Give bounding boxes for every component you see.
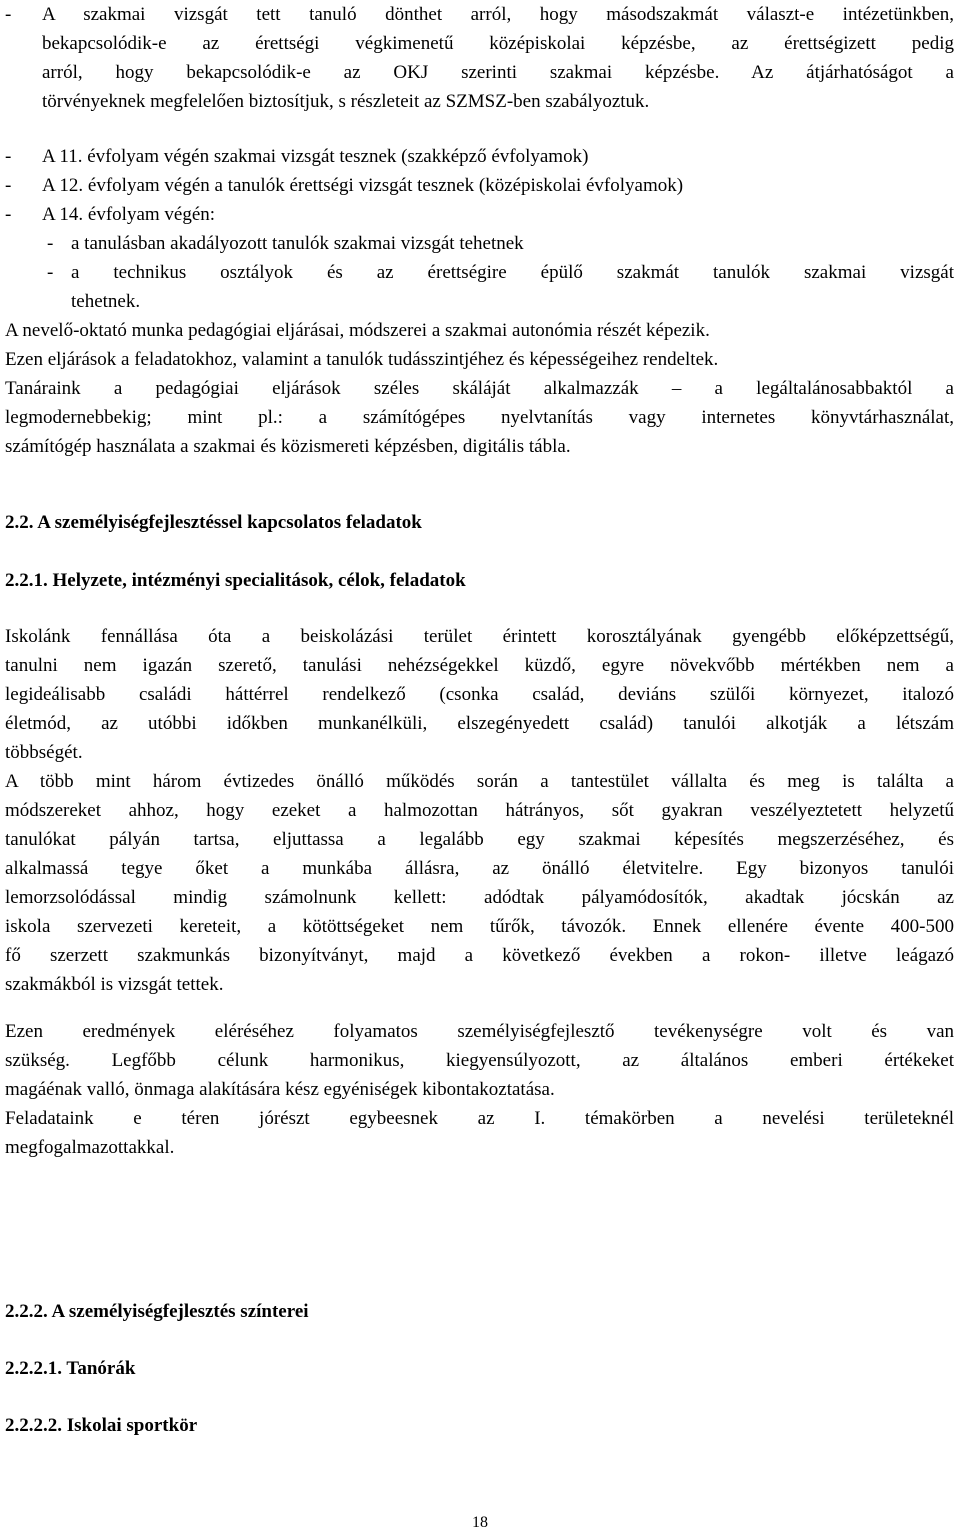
text-line: fő szerzett szakmunkás bizonyítványt, majd a következő években a rokon- illetve leágazó [5,945,954,966]
sub-list-item [5,258,954,316]
staff-paragraph [5,767,954,999]
text-line: Ezen eredmények eléréséhez folyamatos személyiségfejlesztő tevékenységre volt és van [5,1021,954,1042]
text-line: bekapcsolódik-e az érettségi végkimenetű középiskolai képzésbe, az érettségizett pedig [42,33,954,54]
text-line: Ezen eljárások a feladatokhoz, valamint a tanulók tudásszintjéhez és képességeihez rendeltek. [5,349,719,370]
list-dash: - [47,262,54,283]
text-line: szakmákból is vizsgát tettek. [5,974,224,995]
page-number: 18 [472,1514,488,1531]
text-line: iskola szervezeti kereteit, a kötöttségeket nem tűrők, távozók. Ennek ellenére évente 400-500 [5,916,954,937]
text-line: A nevelő-oktató munka pedagógiai eljárásai, módszerei a szakmai autonómia részét képezik. [5,320,710,341]
text-line: szükség. Legfőbb célunk harmonikus, kiegyensúlyozott, az általános emberi értékeket [5,1050,954,1071]
text-line: magáénak valló, önmaga alakítására kész egyéniségek kibontakoztatása. [5,1079,555,1100]
sub-list-item [5,229,954,258]
subsection-heading: 2.2.1. Helyzete, intézményi specialitások, célok, feladatok [5,570,466,591]
text-line: tanulókat pályán tartsa, eljuttassa a legalább egy szakmai képesítés megszerzéséhez, és [5,829,954,850]
intro-list-item [5,0,954,116]
document-page [5,0,954,1440]
text-line: törvényeknek megfelelően biztosítjuk, s részleteit az SZMSZ-ben szabályoztuk. [42,91,650,112]
text-line: a technikus osztályok és az érettségire épülő szakmát tanulók szakmai vizsgát [71,262,954,283]
text-line: A szakmai vizsgát tett tanuló dönthet arról, hogy másodszakmát választ-e intézetünkben, [42,4,954,25]
text-line: megfogalmazottakkal. [5,1137,175,1158]
text-line: A több mint három évtizedes önálló működés során a tantestület vállalta és meg is találta a [5,771,954,792]
text-line: életmód, az utóbbi időkben munkanélküli, elszegényedett család) tanulói alkotják a létszám [5,713,954,734]
section-heading: 2.2. A személyiségfejlesztéssel kapcsolatos feladatok [5,512,422,533]
list-dash: - [5,175,12,196]
list-dash: - [47,233,54,254]
text-line: legideálisabb családi háttérrel rendelkező (csonka család, deviáns szülői környezet, italozó [5,684,954,705]
list-item [5,200,954,229]
list-item-text: A 11. évfolyam végén szakmai vizsgát tesznek (szakképző évfolyamok) [42,146,589,167]
situation-paragraph [5,622,954,767]
text-line: többségét. [5,742,83,763]
list-dash: - [5,4,12,25]
list-item [5,171,954,200]
intro-text [42,0,954,116]
list-item-text: A 14. évfolyam végén: [42,204,216,225]
subsubsection-heading: 2.2.2.2. Iskolai sportkör [5,1415,198,1436]
list-dash: - [5,146,12,167]
text-line: alkalmassá tegye őket a munkába állásra, az önálló életvitelre. Egy bizonyos tanulói [5,858,954,879]
text-line: Tanáraink a pedagógiai eljárások széles skáláját alkalmazzák – a legáltalánosabbaktól a [5,378,954,399]
list-item [5,142,954,171]
year-list [5,142,954,316]
text-line: lemorzsolódással mindig számolnunk kellett: adódtak pályamódosítók, akadtak jócskán az [5,887,954,908]
list-dash: - [5,204,12,225]
text-line: módszereket ahhoz, hogy ezeket a halmozottan hátrányos, sőt gyakran veszélyeztetett helyzetű [5,800,954,821]
results-paragraph [5,1017,954,1104]
sub-list-item-text [71,258,954,316]
list-item-text: A 12. évfolyam végén a tanulók érettségi vizsgát tesznek (középiskolai évfolyamok) [42,175,684,196]
text-line: tanulni nem igazán szerető, tanulási nehézségekkel küzdő, egyre növekvőbb mértékben nem a [5,655,954,676]
text-line: tehetnek. [71,291,141,312]
tasks-paragraph [5,1104,954,1162]
text-line: legmodernebbekig; mint pl.: a számítógépes nyelvtanítás vagy internetes könyvtárhasználat, [5,407,954,428]
methods-paragraph [5,316,954,461]
text-line: számítógép használata a szakmai és közismereti képzésben, digitális tábla. [5,436,571,457]
sub-list-item-text: a tanulásban akadályozott tanulók szakmai vizsgát tehetnek [71,233,524,254]
text-line: arról, hogy bekapcsolódik-e az OKJ szerinti szakmai képzésbe. Az átjárhatóságot a [42,62,954,83]
text-line: Feladataink e téren jórészt egybeesnek az I. témakörben a nevelési területeknél [5,1108,954,1129]
text-line: Iskolánk fennállása óta a beiskolázási terület érintett korosztályának gyengébb előképzettségű, [5,626,954,647]
subsubsection-heading: 2.2.2.1. Tanórák [5,1358,136,1379]
subsection-heading: 2.2.2. A személyiségfejlesztés színterei [5,1301,309,1322]
